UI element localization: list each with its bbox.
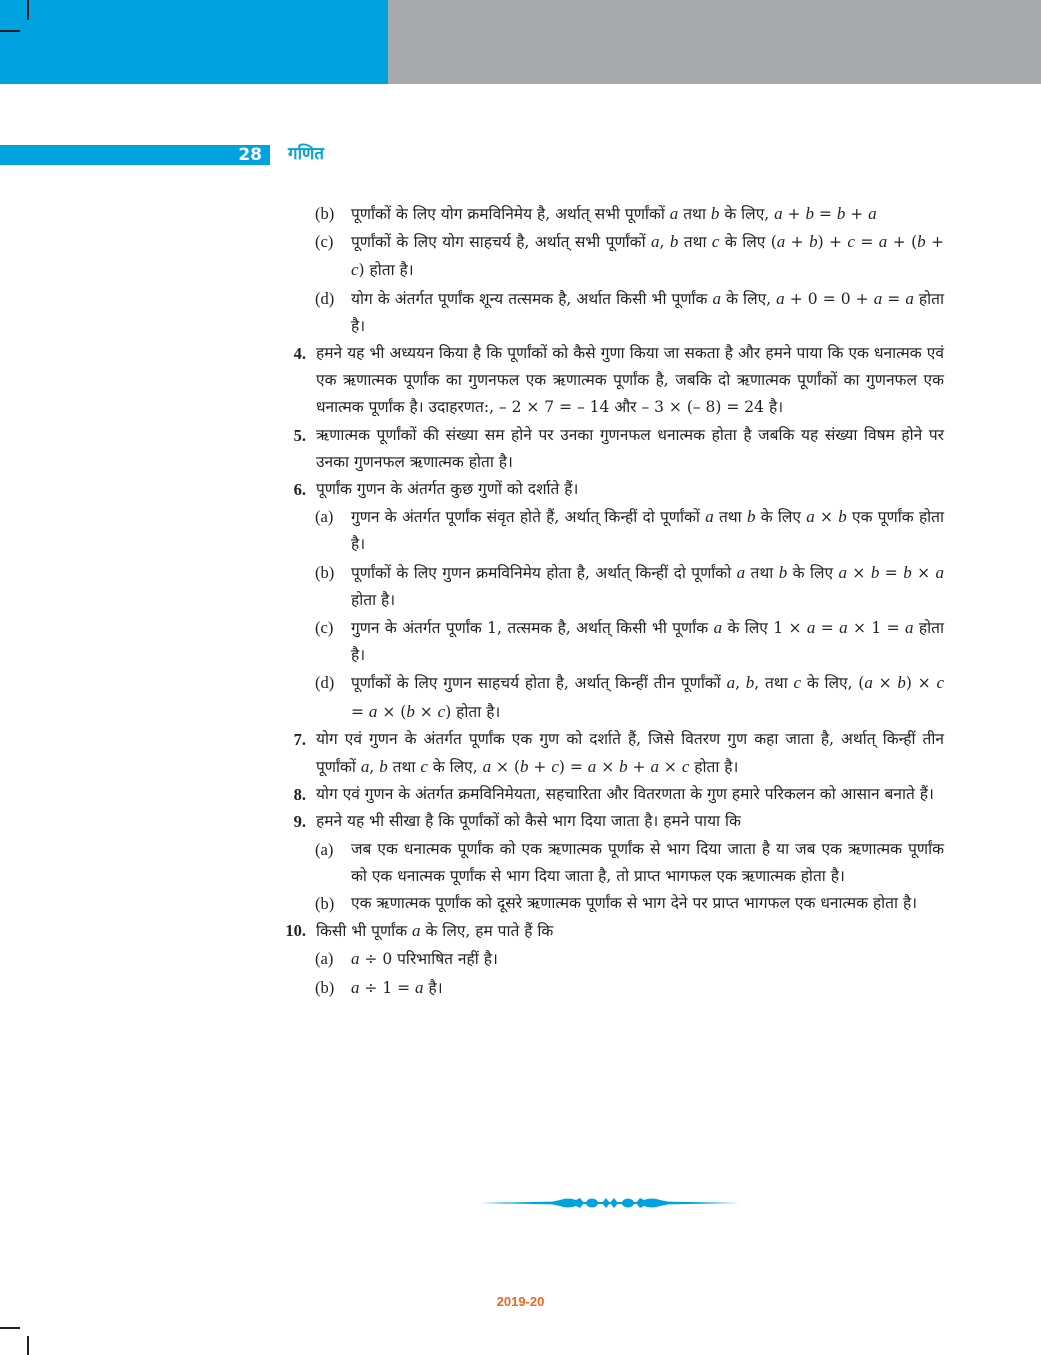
point-text: a ÷ 0 परिभाषित नहीं है। [351,949,498,969]
sub-point-label: (a) [315,507,334,527]
crop-mark [27,1336,29,1355]
sub-point [276,503,944,558]
sub-point [276,945,944,973]
point-number: 4. [293,344,306,364]
sub-point-label: (b) [315,894,335,914]
top-banner-blue [0,0,388,84]
sub-point-label: (b) [315,562,335,582]
point-text: गुणन के अंतर्गत पूर्णांक संवृत होते हैं, अर्थात् किन्हीं दो पूर्णांकों a तथा b के लिए a × b एक पूर्णांक होता है। [351,507,945,554]
sub-point-label: (a) [315,949,334,969]
footer-year: 2019-20 [496,1294,545,1309]
sub-point [276,559,944,614]
numbered-point [276,476,944,503]
crop-mark [27,0,29,20]
point-number: 8. [293,785,306,805]
crop-mark [0,30,20,32]
subject-title: गणित [288,144,324,164]
point-number: 9. [293,812,306,832]
point-number: 5. [293,425,306,445]
point-text: किसी भी पूर्णांक a के लिए, हम पाते हैं कि [316,921,554,941]
point-number: 10. [285,921,306,941]
section-end-ornament [480,1193,740,1213]
sub-point-label: (d) [315,288,335,308]
sub-point [276,285,944,340]
page-number: 28 [238,145,262,165]
point-number: 6. [293,480,306,500]
numbered-point [276,917,944,945]
sub-point-label: (a) [315,839,334,859]
point-text: हमने यह भी अध्ययन किया है कि पूर्णांकों को कैसे गुणा किया जा सकता है और हमने पाया कि एक धनात्मक एवं एक ऋणात्मक पूर्णांक का गुणनफल एक ऋणात्मक पूर्णांक है, जबकि दो ऋणात्मक पूर्णांकों का गुणनफल एक धनात्मक पूर्णांक है। उदाहरणत:, – 2 × 7 = – 14 और – 3 × (– 8) = 24 है। [316,344,944,417]
sub-point [276,200,944,228]
sub-point [276,228,944,284]
sub-point [276,836,944,890]
point-text: योग के अंतर्गत पूर्णांक शून्य तत्समक है, अर्थात किसी भी पूर्णांक a के लिए, a + 0 = 0 + a = a होता है। [351,288,945,335]
point-text: पूर्णांकों के लिए योग क्रमविनिमेय है, अर्थात् सभी पूर्णांकों a तथा b के लिए, a + b = b + a [351,204,877,223]
point-text: जब एक धनात्मक पूर्णांक को एक ऋणात्मक पूर्णांक से भाग दिया जाता है या जब एक ऋणात्मक पूर्णांक को एक धनात्मक पूर्णांक से भाग दिया जाता है, तो प्राप्त भागफल एक ऋणात्मक होता है। [351,839,944,885]
sub-point-label: (c) [315,232,334,252]
point-text: हमने यह भी सीखा है कि पूर्णांकों को कैसे भाग दिया जाता है। हमने पाया कि [316,812,741,831]
point-text: योग एवं गुणन के अंतर्गत क्रमविनिमेयता, सहचारिता और वितरणता के गुण हमारे परिकलन को आसान बनाते हैं। [316,785,934,804]
numbered-point [276,422,944,476]
point-text: पूर्णांकों के लिए गुणन साहचर्य होता है, अर्थात् किन्हीं तीन पूर्णांकों a, b, तथा c के लिए, (a × b) × c = a × (b × c) होता है। [351,673,944,721]
numbered-point [276,726,944,781]
point-text: गुणन के अंतर्गत पूर्णांक 1, तत्समक है, अर्थात् किसी भी पूर्णांक a के लिए 1 × a = a × 1 = a होता है। [351,618,944,665]
numbered-point [276,808,944,835]
point-text: पूर्णांक गुणन के अंतर्गत कुछ गुणों को दर्शाते हैं। [316,480,579,499]
sub-point [276,614,944,669]
numbered-point [276,340,944,422]
point-text: एक ऋणात्मक पूर्णांक को दूसरे ऋणात्मक पूर्णांक से भाग देने पर प्राप्त भागफल एक धनात्मक होता है। [351,894,918,913]
point-text: पूर्णांकों के लिए योग साहचर्य है, अर्थात् सभी पूर्णांकों a, b तथा c के लिए (a + b) + c = a + (b + c) होता है। [351,232,945,280]
top-banner-grey [388,0,1041,84]
sub-point-label: (c) [315,618,334,638]
point-text: ऋणात्मक पूर्णांकों की संख्या सम होने पर उनका गुणनफल धनात्मक होता है जबकि यह संख्या विषम होने पर उनका गुणनफल ऋणात्मक होता है। [316,425,944,471]
point-text: a ÷ 1 = a है। [351,977,443,997]
sub-point-label: (d) [315,673,335,693]
crop-mark [0,1327,20,1329]
point-text: योग एवं गुणन के अंतर्गत पूर्णांक एक गुण को दर्शाते हैं, जिसे वितरण गुण कहा जाता है, अर्थात् किन्हीं तीन पूर्णांकों a, b तथा c के लिए, a × (b + c) = a × b + a × c होता है। [316,729,944,777]
sub-point-label: (b) [315,204,335,223]
numbered-point [276,781,944,808]
sub-point [276,890,944,917]
point-text: पूर्णांकों के लिए गुणन क्रमविनिमेय होता है, अर्थात् किन्हीं दो पूर्णांको a तथा b के लिए a × b = b × a होता है। [351,562,945,609]
sub-point-label: (b) [315,977,335,997]
sub-point [276,974,944,1002]
point-number: 7. [293,729,306,749]
page-content [276,200,944,1002]
sub-point [276,669,944,725]
